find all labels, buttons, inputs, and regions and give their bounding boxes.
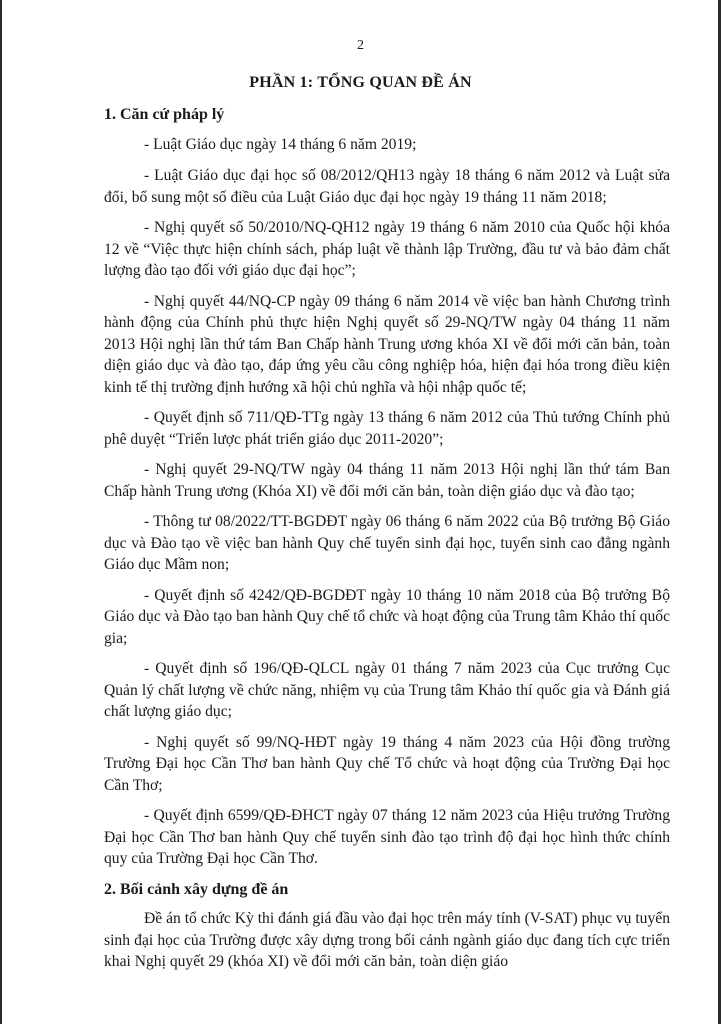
list-item: - Quyết định 6599/QĐ-ĐHCT ngày 07 tháng 12 năm 2023 của Hiệu trưởng Trường Đại học Cần Thơ ban hành Quy chế tuyển sinh đào tạo trình độ đại học hình thức chính quy của Trường Đại học Cần Thơ. bbox=[104, 807, 670, 867]
list-item: - Nghị quyết 44/NQ-CP ngày 09 tháng 6 năm 2014 về việc ban hành Chương trình hành động của Chính phủ thực hiện Nghị quyết số 29-NQ/TW ngày 04 tháng 11 năm 2013 Hội nghị lần thứ tám Ban Chấp hành Trung ương khóa XI về đổi mới căn bản, toàn diện giáo dục và đào tạo, đáp ứng yêu cầu công nghiệp hóa, hiện đại hóa trong điều kiện kinh tế thị trường định hướng xã hội chủ nghĩa và hội nhập quốc tế; bbox=[104, 292, 670, 396]
list-item: - Thông tư 08/2022/TT-BGDĐT ngày 06 tháng 6 năm 2022 của Bộ trưởng Bộ Giáo dục và Đào tạo về việc ban hành Quy chế tuyển sinh đại học, tuyển sinh cao đẳng ngành Giáo dục Mầm non; bbox=[104, 513, 670, 573]
context-text bbox=[104, 908, 670, 973]
list-item: - Quyết định số 4242/QĐ-BGDĐT ngày 10 tháng 10 năm 2018 của Bộ trưởng Bộ Giáo dục và Đào tạo ban hành Quy chế tổ chức và hoạt động của Trung tâm Khảo thí quốc gia; bbox=[104, 586, 670, 647]
page-number: 2 bbox=[357, 38, 364, 53]
section-heading: 2. Bối cảnh xây dựng đề án bbox=[104, 880, 289, 898]
legal-basis-list bbox=[104, 134, 670, 870]
section-legal-basis bbox=[104, 104, 670, 870]
list-item: - Luật Giáo dục đại học số 08/2012/QH13 ngày 18 tháng 6 năm 2012 và Luật sửa đổi, bổ sung một số điều của Luật Giáo dục đại học ngày 19 tháng 11 năm 2018; bbox=[104, 167, 670, 206]
list-item: - Nghị quyết số 99/NQ-HĐT ngày 19 tháng 4 năm 2023 của Hội đồng trường Trường Đại học Cần Thơ ban hành Quy chế Tổ chức và hoạt động của Trường Đại học Cần Thơ; bbox=[104, 733, 670, 794]
list-item: - Nghị quyết 29-NQ/TW ngày 04 tháng 11 năm 2013 Hội nghị lần thứ tám Ban Chấp hành Trung ương (Khóa XI) về đổi mới căn bản, toàn diện giáo dục và đào tạo; bbox=[104, 461, 670, 500]
list-item: - Nghị quyết số 50/2010/NQ-QH12 ngày 19 tháng 6 năm 2010 của Quốc hội khóa 12 về “Việc thực hiện chính sách, pháp luật về thành lập Trường, đầu tư và bảo đảm chất lượng đào tạo đối với giáo dục đại học”; bbox=[104, 219, 670, 279]
section-heading: 1. Căn cứ pháp lý bbox=[104, 106, 225, 123]
paragraph: Đề án tổ chức Kỳ thi đánh giá đầu vào đại học trên máy tính (V-SAT) phục vụ tuyển sinh đại học của Trường được xây dựng trong bối cảnh ngành giáo dục đang tích cực triển khai Nghị quyết 29 (khóa XI) về đổi mới căn bản, toàn diện giáo bbox=[104, 910, 670, 970]
page-title: PHẦN 1: TỔNG QUAN ĐỀ ÁN bbox=[249, 74, 472, 91]
list-item: - Quyết định số 711/QĐ-TTg ngày 13 tháng 6 năm 2012 của Thủ tướng Chính phủ phê duyệt “Triển lược phát triển giáo dục 2011-2020”; bbox=[104, 409, 670, 448]
document-body bbox=[104, 104, 670, 982]
section-context bbox=[104, 879, 670, 973]
page-edge-left bbox=[0, 0, 2, 1024]
list-item: - Quyết định số 196/QĐ-QLCL ngày 01 tháng 7 năm 2023 của Cục trưởng Cục Quản lý chất lượng về chức năng, nhiệm vụ của Trung tâm Khảo thí quốc gia và Đánh giá chất lượng giáo dục; bbox=[104, 660, 670, 720]
list-item: - Luật Giáo dục ngày 14 tháng 6 năm 2019; bbox=[144, 135, 417, 153]
